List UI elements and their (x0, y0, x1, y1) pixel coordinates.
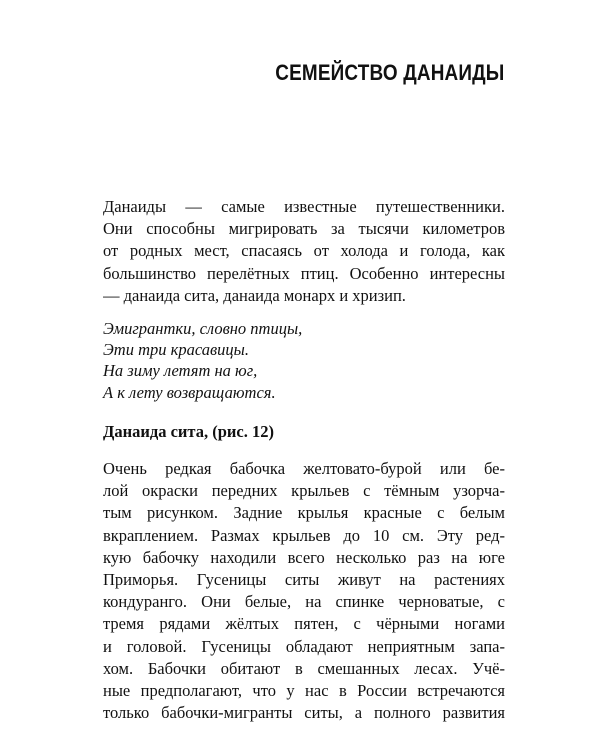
text-line: — данаида сита, данаида монарх и хризип. (103, 285, 406, 305)
text-line: и головой. Гусеницы обладают неприятным запа- (103, 636, 505, 656)
text-line: Приморья. Гусеницы ситы живут на растениях (103, 569, 505, 589)
poem-line: Эмигрантки, словно птицы, (103, 319, 303, 338)
text-line: Они способны мигрировать за тысячи километров (103, 219, 505, 239)
text-line: только бабочки-мигранты ситы, а полного развития (103, 703, 505, 723)
text-line: кую бабочку находили всего несколько раз на юге (103, 547, 505, 567)
section-title: СЕМЕЙСТВО ДАНАИДЫ (274, 60, 504, 85)
text-line: тым рисунком. Задние крылья красные с белым (103, 503, 505, 523)
species-description (103, 458, 505, 724)
poem-line: На зиму летят на юг, (103, 361, 258, 381)
text-line: большинство перелётных птиц. Особенно интересны (103, 263, 505, 283)
text-line: вкраплением. Размах крыльев до 10 см. Эту ред- (103, 525, 505, 545)
text-line: кондуранго. Они белые, на спинке черноватые, с (103, 592, 505, 612)
poem-line: Эти три красавицы. (103, 340, 249, 360)
text-line: лой окраски передних крыльев с тёмным узорча- (103, 481, 505, 501)
text-line: тремя рядами жёлтых пятен, с чёрными ногами (103, 614, 505, 634)
text-line: Очень редкая бабочка желтовато-бурой или бе- (103, 459, 505, 478)
text-line: от родных мест, спасаясь от холода и голода, как (103, 241, 505, 261)
species-heading: Данаида сита, (рис. 12) (103, 422, 274, 441)
intro-paragraph (103, 196, 505, 307)
text-line: ные предполагают, что у нас в России встречаются (103, 680, 505, 700)
poem (103, 318, 302, 403)
text-line: хом. Бабочки обитают в смешанных лесах. Учё- (103, 658, 505, 678)
poem-line: А к лету возвращаются. (103, 382, 276, 402)
text-line: Данаиды — самые известные путешественники. (103, 197, 505, 216)
